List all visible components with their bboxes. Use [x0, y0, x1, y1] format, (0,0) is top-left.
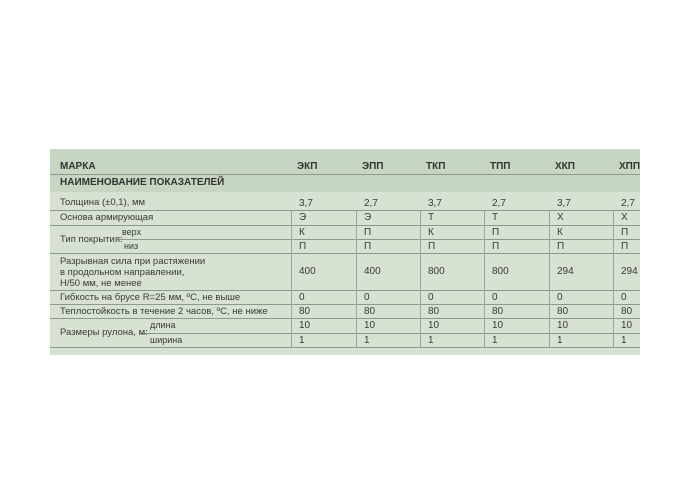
rule-row-5 — [50, 290, 640, 291]
label-coating-top: верх — [122, 227, 142, 237]
table-cell: 3,7 — [428, 198, 442, 209]
table-cell: 0 — [621, 292, 627, 303]
table-cell: 1 — [492, 335, 498, 346]
col-rule-6 — [613, 210, 614, 347]
label-roll-width: ширина — [150, 335, 183, 345]
param-header: НАИМЕНОВАНИЕ ПОКАЗАТЕЛЕЙ — [60, 177, 225, 188]
col-rule-1 — [291, 210, 292, 347]
table-cell: 1 — [299, 335, 305, 346]
brand-hkp: ХКП — [555, 161, 575, 172]
label-thickness: Толщина (±0,1), мм — [60, 197, 146, 208]
table-cell: 10 — [364, 320, 376, 331]
table-cell: 1 — [621, 335, 627, 346]
rule-row-7 — [50, 318, 640, 319]
rule-row-1 — [50, 210, 640, 211]
table-cell: 80 — [492, 306, 504, 317]
table-cell: 1 — [364, 335, 370, 346]
rule-row-3 — [120, 239, 640, 240]
label-roll-size: Размеры рулона, м: — [60, 327, 148, 338]
table-cell: К — [557, 227, 563, 238]
label-tensile-2: в продольном направлении, — [60, 267, 185, 278]
table-cell: П — [621, 241, 629, 252]
table-cell: 800 — [428, 266, 445, 277]
table-cell: Х — [557, 212, 564, 223]
label-base: Основа армирующая — [60, 212, 154, 223]
col-rule-2 — [356, 210, 357, 347]
brand-tkp: ТКП — [426, 161, 446, 172]
table-cell: П — [428, 241, 436, 252]
table-cell: 10 — [557, 320, 569, 331]
table-cell: Э — [364, 212, 372, 223]
table-cell: 10 — [621, 320, 633, 331]
table-cell: Х — [621, 212, 628, 223]
label-coating-bottom: низ — [124, 241, 139, 251]
table-cell: К — [428, 227, 434, 238]
table-cell: 10 — [428, 320, 440, 331]
table-cell: 10 — [492, 320, 504, 331]
table-cell: 3,7 — [557, 198, 571, 209]
table-cell: П — [364, 227, 372, 238]
table-cell: Т — [492, 212, 499, 223]
table-cell: К — [299, 227, 305, 238]
rule-row-4 — [50, 253, 640, 254]
table-cell: 1 — [557, 335, 563, 346]
table-cell: 2,7 — [621, 198, 635, 209]
table-cell: П — [557, 241, 565, 252]
table-cell: 80 — [428, 306, 440, 317]
table-cell: 0 — [492, 292, 498, 303]
table-cell: 2,7 — [364, 198, 378, 209]
rule-row-8 — [140, 333, 640, 334]
table-cell: 3,7 — [299, 198, 313, 209]
table-cell: 10 — [299, 320, 311, 331]
table-cell: П — [299, 241, 307, 252]
rule-header — [50, 174, 640, 175]
rule-row-2 — [50, 225, 640, 226]
label-roll-length: длина — [150, 320, 176, 330]
table-cell: 80 — [364, 306, 376, 317]
brand-epp: ЭПП — [362, 161, 384, 172]
table-cell: П — [492, 241, 500, 252]
table-cell: П — [492, 227, 500, 238]
col-rule-3 — [420, 210, 421, 347]
label-tensile-1: Разрывная сила при растяжении — [60, 256, 206, 267]
table-cell: 294 — [621, 266, 638, 277]
label-heat-resistance: Теплостойкость в течение 2 часов, ºС, не ниже — [60, 306, 268, 317]
brand-ekp: ЭКП — [297, 161, 318, 172]
table-cell: 400 — [299, 266, 316, 277]
table-cell: П — [621, 227, 629, 238]
brand-tpp: ТПП — [490, 161, 511, 172]
table-cell: 0 — [557, 292, 563, 303]
table-cell: 80 — [299, 306, 311, 317]
brand-header: МАРКА — [60, 161, 96, 172]
label-coating: Тип покрытия: — [60, 234, 123, 245]
table-cell: 0 — [364, 292, 370, 303]
table-cell: 80 — [621, 306, 633, 317]
table-cell: 80 — [557, 306, 569, 317]
col-rule-5 — [549, 210, 550, 347]
label-flexibility: Гибкость на брусе R=25 мм, ºС, не выше — [60, 292, 241, 303]
table-cell: 2,7 — [492, 198, 506, 209]
brand-hpp: ХПП — [619, 161, 641, 172]
table-cell: Т — [428, 212, 435, 223]
rule-row-6 — [50, 304, 640, 305]
table-cell: 800 — [492, 266, 509, 277]
rule-row-9 — [50, 347, 640, 348]
table-cell: 400 — [364, 266, 381, 277]
table-cell: 0 — [428, 292, 434, 303]
table-cell: 0 — [299, 292, 305, 303]
table-cell: 1 — [428, 335, 434, 346]
table-cell: 294 — [557, 266, 574, 277]
table-cell: Э — [299, 212, 307, 223]
col-rule-4 — [484, 210, 485, 347]
label-tensile-3: Н/50 мм, не менее — [60, 278, 142, 289]
table-cell: П — [364, 241, 372, 252]
